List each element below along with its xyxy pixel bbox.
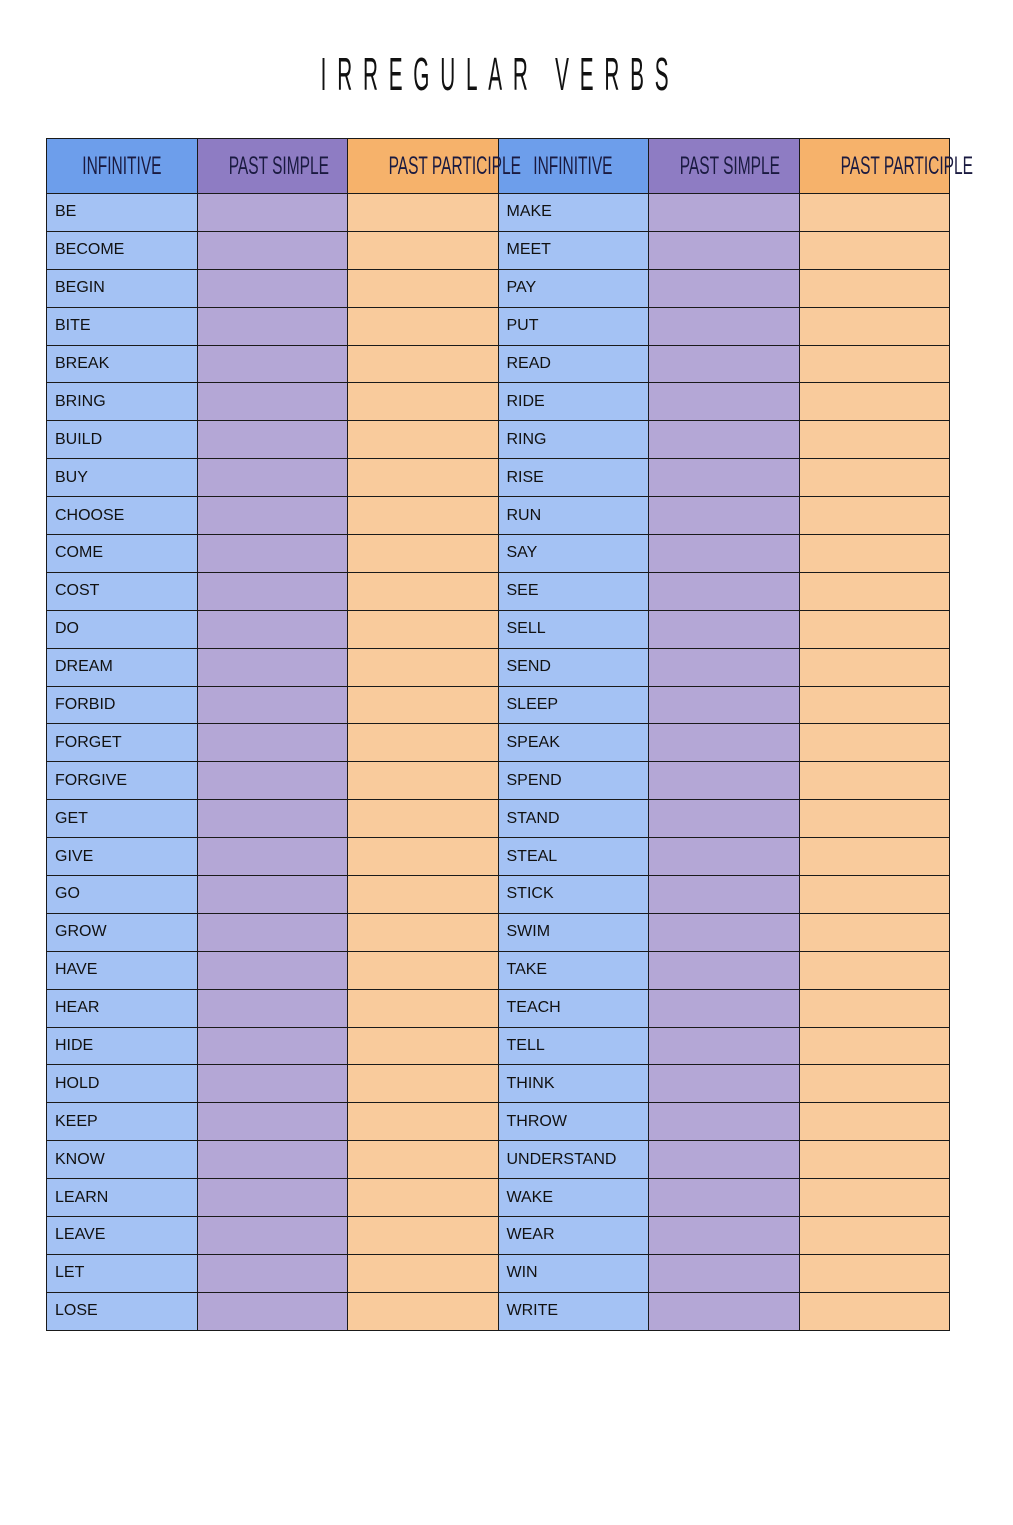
infinitive-cell-left: FORBID: [47, 686, 198, 724]
past-simple-answer-left[interactable]: [197, 686, 348, 724]
past-participle-answer-left[interactable]: [348, 383, 499, 421]
past-participle-answer-left[interactable]: [348, 1254, 499, 1292]
past-simple-answer-right[interactable]: [649, 345, 800, 383]
header-row: [47, 139, 950, 194]
past-participle-answer-right[interactable]: [799, 421, 950, 459]
past-participle-answer-left[interactable]: [348, 724, 499, 762]
past-simple-answer-right[interactable]: [649, 194, 800, 232]
past-participle-answer-left[interactable]: [348, 535, 499, 573]
infinitive-cell-left: HAVE: [47, 951, 198, 989]
past-participle-answer-left[interactable]: [348, 838, 499, 876]
past-simple-answer-right[interactable]: [649, 231, 800, 269]
table-row: [47, 1065, 950, 1103]
past-participle-answer-left[interactable]: [348, 951, 499, 989]
infinitive-cell-left: GROW: [47, 913, 198, 951]
past-simple-answer-right[interactable]: [649, 459, 800, 497]
past-participle-answer-left[interactable]: [348, 345, 499, 383]
past-simple-answer-left[interactable]: [197, 838, 348, 876]
past-simple-answer-left[interactable]: [197, 497, 348, 535]
past-simple-answer-right[interactable]: [649, 535, 800, 573]
infinitive-cell-left: LET: [47, 1254, 198, 1292]
table-row: [47, 762, 950, 800]
infinitive-cell-right: MEET: [498, 231, 649, 269]
past-participle-answer-right[interactable]: [799, 1179, 950, 1217]
past-participle-answer-right[interactable]: [799, 269, 950, 307]
past-participle-answer-right[interactable]: [799, 724, 950, 762]
past-simple-answer-left[interactable]: [197, 1027, 348, 1065]
past-simple-answer-right[interactable]: [649, 497, 800, 535]
infinitive-cell-left: HIDE: [47, 1027, 198, 1065]
infinitive-cell-right: SWIM: [498, 913, 649, 951]
past-participle-answer-right[interactable]: [799, 1141, 950, 1179]
infinitive-cell-right: THINK: [498, 1065, 649, 1103]
irregular-verbs-table: [46, 138, 973, 1331]
table-row: [47, 1179, 950, 1217]
infinitive-cell-left: LEARN: [47, 1179, 198, 1217]
header-label: PAST PARTICIPLE: [388, 151, 521, 180]
past-participle-answer-left[interactable]: [348, 1292, 499, 1330]
past-participle-answer-left[interactable]: [348, 307, 499, 345]
past-simple-answer-right[interactable]: [649, 610, 800, 648]
infinitive-cell-left: FORGET: [47, 724, 198, 762]
table-row: [47, 459, 950, 497]
past-participle-answer-left[interactable]: [348, 572, 499, 610]
infinitive-cell-left: BREAK: [47, 345, 198, 383]
past-participle-answer-right[interactable]: [799, 610, 950, 648]
past-simple-answer-left[interactable]: [197, 1141, 348, 1179]
table-row: [47, 345, 950, 383]
infinitive-cell-right: RIDE: [498, 383, 649, 421]
past-simple-answer-left[interactable]: [197, 951, 348, 989]
past-participle-answer-right[interactable]: [799, 1103, 950, 1141]
past-simple-answer-right[interactable]: [649, 648, 800, 686]
past-participle-answer-left[interactable]: [348, 610, 499, 648]
past-participle-answer-left[interactable]: [348, 876, 499, 914]
past-simple-answer-right[interactable]: [649, 762, 800, 800]
infinitive-cell-right: STICK: [498, 876, 649, 914]
infinitive-cell-right: READ: [498, 345, 649, 383]
table-row: [47, 724, 950, 762]
table-row: [47, 951, 950, 989]
infinitive-cell-right: SAY: [498, 535, 649, 573]
past-simple-answer-right[interactable]: [649, 1217, 800, 1255]
table-row: [47, 1103, 950, 1141]
table-row: [47, 497, 950, 535]
past-participle-answer-left[interactable]: [348, 1141, 499, 1179]
infinitive-cell-left: BEGIN: [47, 269, 198, 307]
past-simple-answer-left[interactable]: [197, 269, 348, 307]
table-row: [47, 1141, 950, 1179]
past-participle-answer-right[interactable]: [799, 838, 950, 876]
past-participle-answer-right[interactable]: [799, 800, 950, 838]
infinitive-cell-left: GET: [47, 800, 198, 838]
past-simple-answer-left[interactable]: [197, 1254, 348, 1292]
past-simple-answer-right[interactable]: [649, 383, 800, 421]
table-row: [47, 913, 950, 951]
past-simple-answer-left[interactable]: [197, 876, 348, 914]
page-title: IRREGULAR VERBS: [320, 48, 680, 100]
header-label: PAST SIMPLE: [228, 151, 329, 180]
table-row: [47, 421, 950, 459]
past-participle-answer-left[interactable]: [348, 648, 499, 686]
past-simple-answer-left[interactable]: [197, 459, 348, 497]
infinitive-cell-right: SELL: [498, 610, 649, 648]
infinitive-cell-right: SPEND: [498, 762, 649, 800]
past-simple-answer-right[interactable]: [649, 572, 800, 610]
table-row: [47, 648, 950, 686]
past-simple-answer-right[interactable]: [649, 1292, 800, 1330]
header-past-simple-right: [649, 139, 800, 194]
infinitive-cell-right: THROW: [498, 1103, 649, 1141]
past-participle-answer-left[interactable]: [348, 497, 499, 535]
infinitive-cell-right: PUT: [498, 307, 649, 345]
infinitive-cell-left: KNOW: [47, 1141, 198, 1179]
infinitive-cell-right: UNDERSTAND: [498, 1141, 649, 1179]
header-past-simple-left: [197, 139, 348, 194]
past-participle-answer-right[interactable]: [799, 383, 950, 421]
past-participle-answer-right[interactable]: [799, 876, 950, 914]
past-participle-answer-left[interactable]: [348, 800, 499, 838]
table-row: [47, 1217, 950, 1255]
table-row: [47, 838, 950, 876]
table-row: [47, 1292, 950, 1330]
past-simple-answer-left[interactable]: [197, 913, 348, 951]
past-simple-answer-right[interactable]: [649, 951, 800, 989]
infinitive-cell-right: WAKE: [498, 1179, 649, 1217]
past-participle-answer-right[interactable]: [799, 1065, 950, 1103]
past-simple-answer-right[interactable]: [649, 1179, 800, 1217]
infinitive-cell-right: SEE: [498, 572, 649, 610]
infinitive-cell-right: RING: [498, 421, 649, 459]
table-row: [47, 610, 950, 648]
infinitive-cell-left: GIVE: [47, 838, 198, 876]
past-simple-answer-left[interactable]: [197, 345, 348, 383]
infinitive-cell-left: COME: [47, 535, 198, 573]
past-simple-answer-right[interactable]: [649, 1103, 800, 1141]
past-simple-answer-left[interactable]: [197, 989, 348, 1027]
past-simple-answer-left[interactable]: [197, 383, 348, 421]
past-simple-answer-right[interactable]: [649, 838, 800, 876]
past-participle-answer-right[interactable]: [799, 535, 950, 573]
infinitive-cell-left: BITE: [47, 307, 198, 345]
past-simple-answer-left[interactable]: [197, 1292, 348, 1330]
past-participle-answer-right[interactable]: [799, 572, 950, 610]
past-participle-answer-right[interactable]: [799, 194, 950, 232]
table-row: [47, 1027, 950, 1065]
infinitive-cell-left: GO: [47, 876, 198, 914]
past-simple-answer-left[interactable]: [197, 648, 348, 686]
past-participle-answer-right[interactable]: [799, 989, 950, 1027]
past-participle-answer-right[interactable]: [799, 762, 950, 800]
past-simple-answer-left[interactable]: [197, 194, 348, 232]
past-simple-answer-right[interactable]: [649, 724, 800, 762]
past-simple-answer-right[interactable]: [649, 1141, 800, 1179]
header-infinitive-left: [47, 139, 198, 194]
past-simple-answer-left[interactable]: [197, 421, 348, 459]
infinitive-cell-right: STEAL: [498, 838, 649, 876]
verb-rows: [47, 194, 950, 1331]
past-participle-answer-right[interactable]: [799, 1217, 950, 1255]
table-row: [47, 269, 950, 307]
past-simple-answer-right[interactable]: [649, 1254, 800, 1292]
past-participle-answer-left[interactable]: [348, 913, 499, 951]
table-row: [47, 572, 950, 610]
past-participle-answer-left[interactable]: [348, 1103, 499, 1141]
past-participle-answer-right[interactable]: [799, 459, 950, 497]
table-row: [47, 1254, 950, 1292]
past-participle-answer-right[interactable]: [799, 1292, 950, 1330]
infinitive-cell-left: FORGIVE: [47, 762, 198, 800]
infinitive-cell-right: SPEAK: [498, 724, 649, 762]
infinitive-cell-left: LEAVE: [47, 1217, 198, 1255]
past-participle-answer-right[interactable]: [799, 1027, 950, 1065]
infinitive-cell-right: SLEEP: [498, 686, 649, 724]
past-simple-answer-left[interactable]: [197, 800, 348, 838]
past-participle-answer-left[interactable]: [348, 194, 499, 232]
table-row: [47, 383, 950, 421]
past-participle-answer-right[interactable]: [799, 686, 950, 724]
infinitive-cell-right: RUN: [498, 497, 649, 535]
past-simple-answer-right[interactable]: [649, 307, 800, 345]
past-participle-answer-left[interactable]: [348, 421, 499, 459]
past-simple-answer-right[interactable]: [649, 686, 800, 724]
past-participle-answer-left[interactable]: [348, 269, 499, 307]
past-simple-answer-left[interactable]: [197, 1103, 348, 1141]
header-label: PAST PARTICIPLE: [840, 151, 973, 180]
past-participle-answer-right[interactable]: [799, 951, 950, 989]
infinitive-cell-left: HEAR: [47, 989, 198, 1027]
infinitive-cell-left: BUILD: [47, 421, 198, 459]
past-participle-answer-right[interactable]: [799, 648, 950, 686]
infinitive-cell-left: BUY: [47, 459, 198, 497]
infinitive-cell-right: MAKE: [498, 194, 649, 232]
infinitive-cell-left: BRING: [47, 383, 198, 421]
past-simple-answer-right[interactable]: [649, 1027, 800, 1065]
header-past-participle-right: [799, 139, 973, 194]
infinitive-cell-left: LOSE: [47, 1292, 198, 1330]
past-participle-answer-right[interactable]: [799, 1254, 950, 1292]
past-simple-answer-left[interactable]: [197, 572, 348, 610]
infinitive-cell-right: SEND: [498, 648, 649, 686]
infinitive-cell-left: KEEP: [47, 1103, 198, 1141]
past-simple-answer-left[interactable]: [197, 535, 348, 573]
past-simple-answer-left[interactable]: [197, 1065, 348, 1103]
header-label: PAST SIMPLE: [679, 151, 780, 180]
header-label: INFINITIVE: [533, 151, 613, 180]
infinitive-cell-right: WIN: [498, 1254, 649, 1292]
table-row: [47, 800, 950, 838]
table-row: [47, 686, 950, 724]
past-simple-answer-left[interactable]: [197, 762, 348, 800]
past-participle-answer-right[interactable]: [799, 913, 950, 951]
past-simple-answer-left[interactable]: [197, 231, 348, 269]
past-simple-answer-left[interactable]: [197, 610, 348, 648]
past-simple-answer-right[interactable]: [649, 1065, 800, 1103]
infinitive-cell-left: BE: [47, 194, 198, 232]
infinitive-cell-left: COST: [47, 572, 198, 610]
past-participle-answer-left[interactable]: [348, 1217, 499, 1255]
infinitive-cell-left: CHOOSE: [47, 497, 198, 535]
past-participle-answer-left[interactable]: [348, 1179, 499, 1217]
infinitive-cell-left: DO: [47, 610, 198, 648]
header-past-participle-left: [348, 139, 521, 194]
past-simple-answer-left[interactable]: [197, 1217, 348, 1255]
past-simple-answer-left[interactable]: [197, 724, 348, 762]
infinitive-cell-right: TELL: [498, 1027, 649, 1065]
past-participle-answer-left[interactable]: [348, 231, 499, 269]
past-simple-answer-left[interactable]: [197, 307, 348, 345]
infinitive-cell-right: WRITE: [498, 1292, 649, 1330]
infinitive-cell-left: BECOME: [47, 231, 198, 269]
infinitive-cell-left: HOLD: [47, 1065, 198, 1103]
past-participle-answer-left[interactable]: [348, 989, 499, 1027]
infinitive-cell-right: RISE: [498, 459, 649, 497]
past-simple-answer-right[interactable]: [649, 421, 800, 459]
infinitive-cell-right: WEAR: [498, 1217, 649, 1255]
table-row: [47, 307, 950, 345]
past-participle-answer-right[interactable]: [799, 231, 950, 269]
past-simple-answer-right[interactable]: [649, 800, 800, 838]
table-row: [47, 231, 950, 269]
table-row: [47, 989, 950, 1027]
infinitive-cell-right: PAY: [498, 269, 649, 307]
past-participle-answer-left[interactable]: [348, 762, 499, 800]
table-row: [47, 876, 950, 914]
past-participle-answer-left[interactable]: [348, 459, 499, 497]
table-row: [47, 194, 950, 232]
infinitive-cell-right: TEACH: [498, 989, 649, 1027]
past-simple-answer-right[interactable]: [649, 876, 800, 914]
infinitive-cell-left: DREAM: [47, 648, 198, 686]
past-participle-answer-left[interactable]: [348, 1065, 499, 1103]
past-simple-answer-right[interactable]: [649, 989, 800, 1027]
past-participle-answer-left[interactable]: [348, 1027, 499, 1065]
past-participle-answer-right[interactable]: [799, 307, 950, 345]
past-participle-answer-right[interactable]: [799, 497, 950, 535]
table-row: [47, 535, 950, 573]
past-participle-answer-left[interactable]: [348, 686, 499, 724]
past-simple-answer-left[interactable]: [197, 1179, 348, 1217]
past-simple-answer-right[interactable]: [649, 913, 800, 951]
infinitive-cell-right: TAKE: [498, 951, 649, 989]
header-label: INFINITIVE: [82, 151, 162, 180]
past-participle-answer-right[interactable]: [799, 345, 950, 383]
infinitive-cell-right: STAND: [498, 800, 649, 838]
past-simple-answer-right[interactable]: [649, 269, 800, 307]
